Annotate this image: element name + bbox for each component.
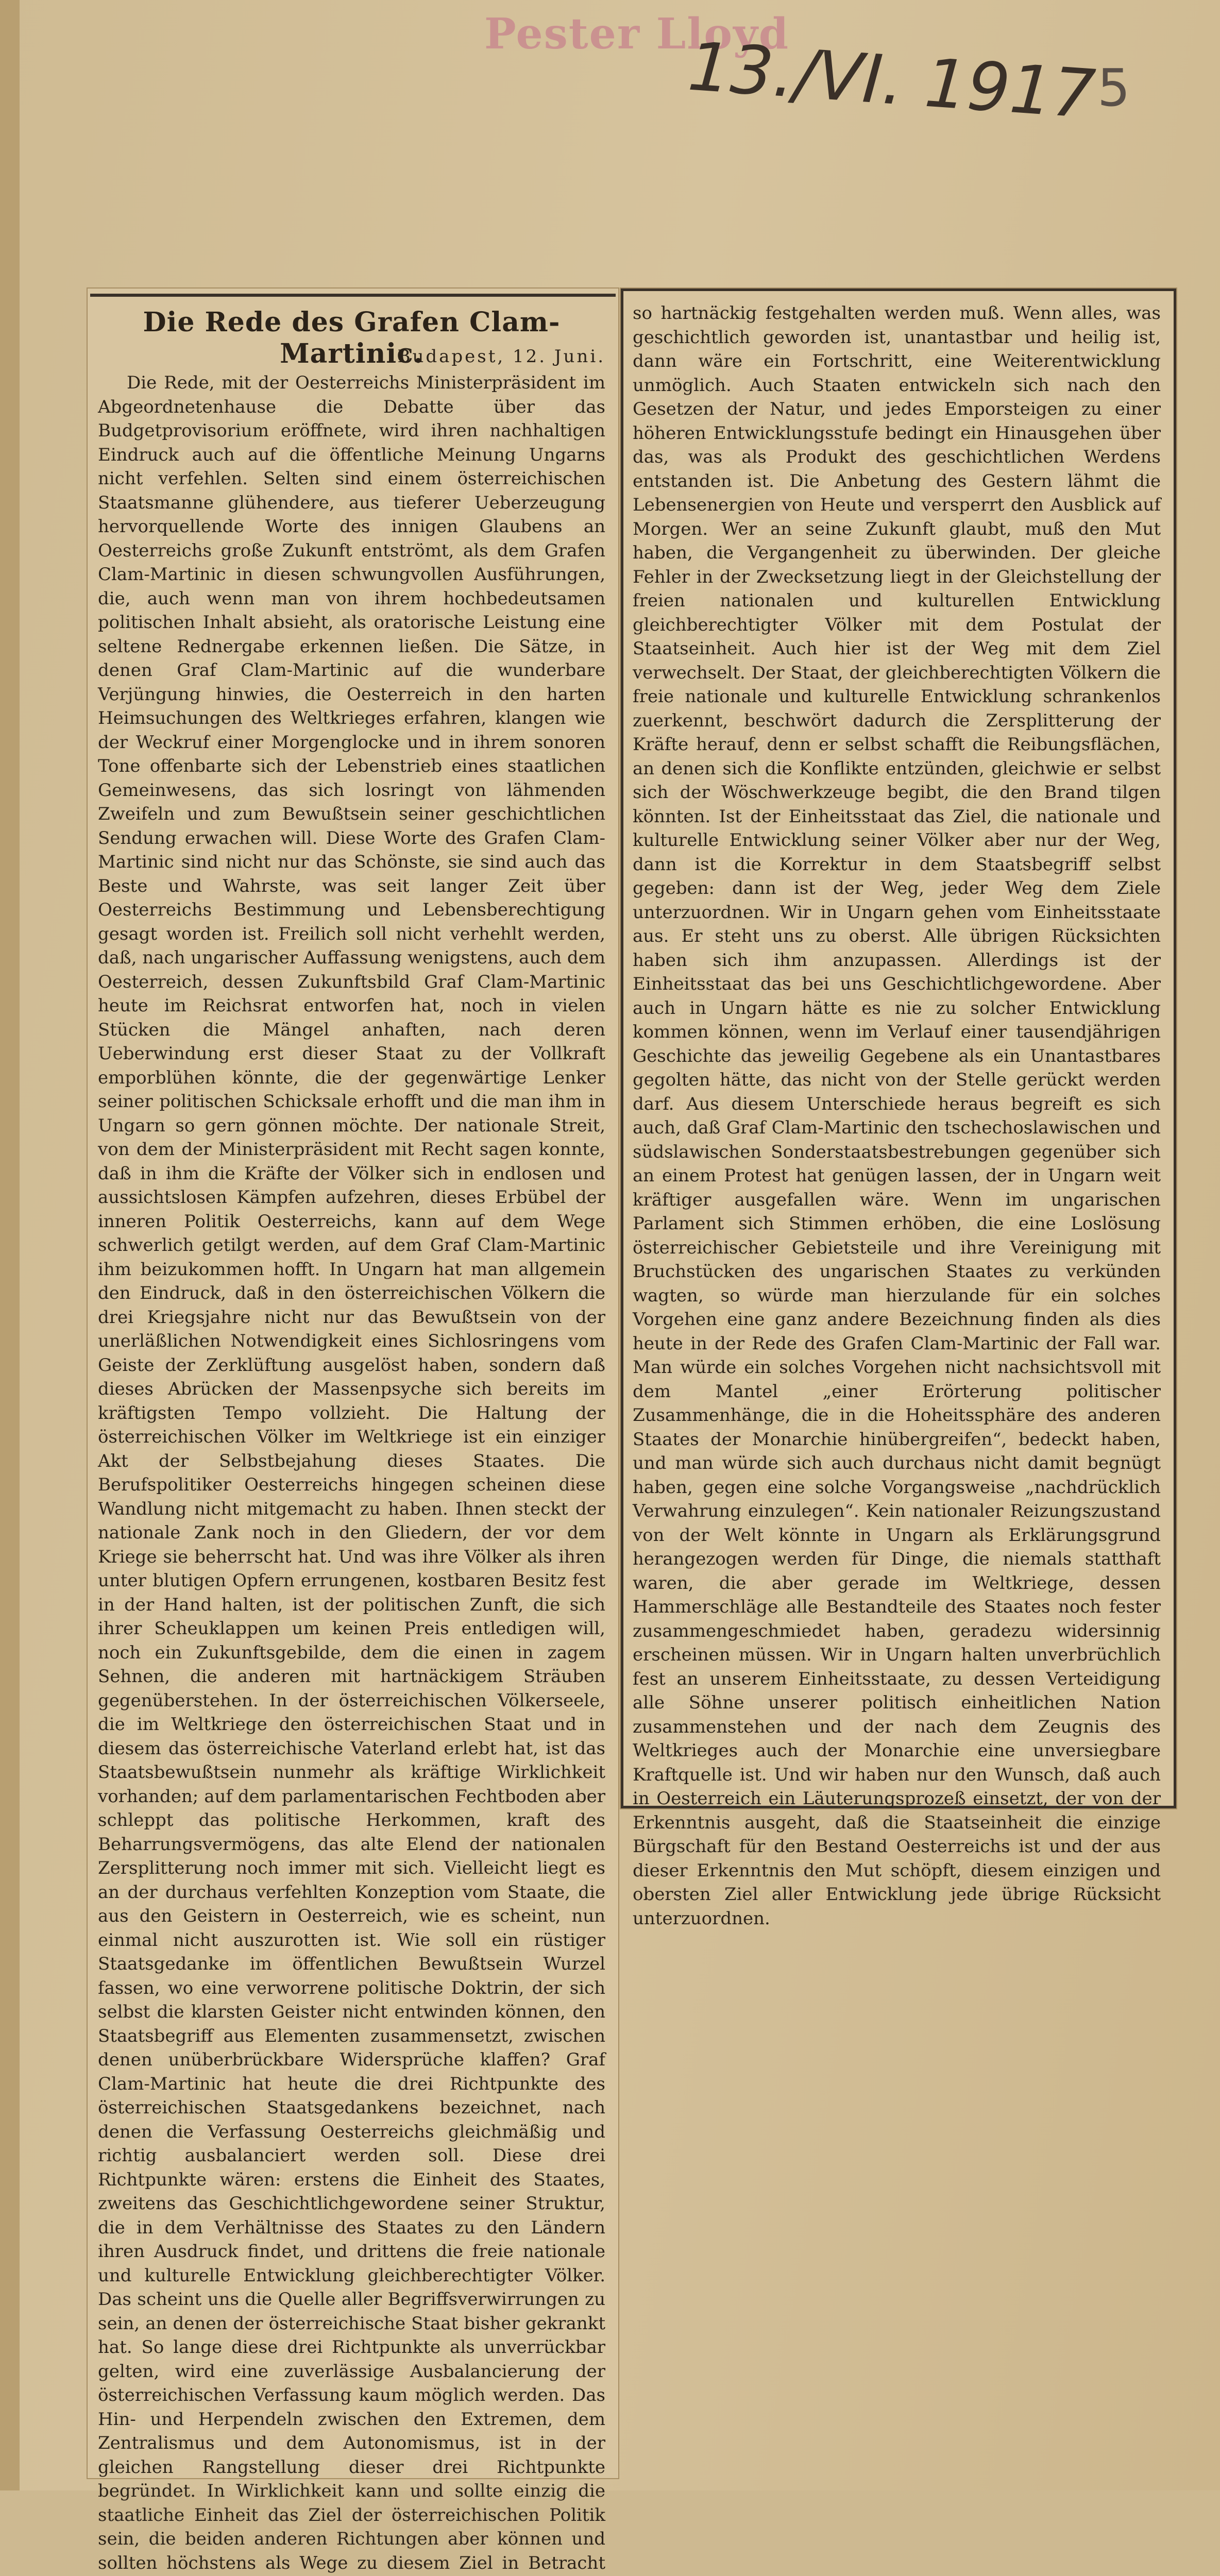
newspaper-stamp: Pester Lloyd — [484, 9, 790, 59]
handwritten-page-number: 5 — [1097, 58, 1130, 118]
binding-edge — [0, 0, 20, 2490]
article-column-right — [633, 301, 1161, 1930]
article-column-left — [98, 371, 605, 2576]
article-dateline: Budapest, 12. Juni. — [397, 346, 605, 367]
handwritten-date: 13./VI. 1917 — [685, 27, 1098, 134]
article-text-left: Die Rede, mit der Oesterreichs Ministerpräsident im Abgeordnetenhause die Debatte über das Budgetprovisorium eröffnete, wird ihren nachhaltigen Eindruck auch auf die öffentliche Meinung Ungarns nicht verfehlen. Selten sind einem österreichischen Staatsmanne glühendere, aus tieferer Ueberzeugung hervorquellende Worte des innigen Glaubens an Oesterreichs große Zukunft entströmt, als dem Grafen Clam-Martinic in diesen schwungvollen Ausführungen, die, auch wenn man von ihrem hochbedeutsamen politischen Inhalt absieht, als oratorische Leistung eine seltene Rednergabe erkennen ließen. Die Sätze, in denen Graf Clam-Martinic auf die wunderbare Verjüngung hinwies, die Oesterreich in den harten Heimsuchungen des Weltkrieges erfahren, klangen wie der Weckruf einer Morgenglocke und in ihrem sonoren Tone offenbarte sich der Lebenstrieb eines staatlichen Gemeinwesens, das sich losringt von lähmenden Zweifeln und zum Bewußtsein seiner geschichtlichen Sendung erwachen will. Diese Worte des Grafen Clam-Martinic sind nicht nur das Schönste, sie sind auch das Beste und Wahrste, was seit langer Zeit über Oesterreichs Bestimmung und Lebensberechtigung gesagt worden ist. Freilich soll nicht verhehlt werden, daß, nach ungarischer Auffassung wenigstens, auch dem Oesterreich, dessen Zukunftsbild Graf Clam-Martinic heute im Reichsrat entworfen hat, noch in vielen Stücken die Mängel anhaften, nach deren Ueberwindung erst dieser Staat zu der Vollkraft emporblühen könnte, die der gegenwärtige Lenker seiner politischen Schicksale erhofft und die man ihm in Ungarn so gern gönnen möchte. Der nationale Streit, von dem der Ministerpräsident mit Recht sagen konnte, daß in ihm die Kräfte der Völker sich in endlosen und aussichtslosen Kämpfen aufzehren, dieses Erbübel der inneren Politik Oesterreichs, kann auf dem Wege schwerlich getilgt werden, auf dem Graf Clam-Martinic ihm beizukommen hofft. In Ungarn hat man allgemein den Eindruck, daß in den österreichischen Völkern die drei Kriegsjahre nicht nur das Bewußtsein von der unerläßlichen Notwendigkeit eines Sichlosringens vom Geiste der Zerklüftung ausgelöst haben, sondern daß dieses Abrücken der Massenpsyche sich bereits im kräftigsten Tempo vollzieht. Die Haltung der österreichischen Völker im Weltkriege ist ein einziger Akt der Selbstbejahung dieses Staates. Die Berufspolitiker Oesterreichs hingegen scheinen diese Wandlung nicht mitgemacht zu haben. Ihnen steckt der nationale Zank noch in den Gliedern, der vor dem Kriege sie beherrscht hat. Und was ihre Völker als ihren unter blutigen Opfern errungenen, kostbaren Besitz fest in der Hand halten, ist der politischen Zunft, die sich ihrer Scheuklappen um keinen Preis entledigen will, noch ein Zukunftsgebilde, dem die einen in zagem Sehnen, die anderen mit hartnäckigem Sträuben gegenüberstehen. In der österreichischen Völkerseele, die im Weltkriege den österreichischen Staat und in diesem das österreichische Vaterland erlebt hat, ist das Staatsbewußtsein nunmehr als kräftige Wirklichkeit vorhanden; auf dem parlamentarischen Fechtboden aber schleppt das politische Herkommen, kraft des Beharrungsvermögens, das alte Elend der nationalen Zersplitterung noch immer mit sich. Vielleicht liegt es an der durchaus verfehlten Konzeption vom Staate, die aus den Geistern in Oesterreich, wie es scheint, nun einmal nicht auszurotten ist. Wie soll ein rüstiger Staatsgedanke im öffentlichen Bewußtsein Wurzel fassen, wo eine verworrene politische Doktrin, der sich selbst die klarsten Geister nicht entwinden können, den Staatsbegriff aus Elementen zusammensetzt, zwischen denen unüberbrückbare Widersprüche klaffen? Graf Clam-Martinic hat heute die drei Richtpunkte des österreichischen Staatsgedankens bezeichnet, nach denen die Verfassung Oesterreichs gleichmäßig und richtig ausbalanciert werden soll. Diese drei Richtpunkte wären: erstens die Einheit des Staates, zweitens das Geschichtlichgewordene seiner Struktur, die in dem Verhältnisse des Staates zu den Ländern ihren Ausdruck findet, und drittens die freie nationale und kulturelle Entwicklung gleichberechtigter Völker. Das scheint uns die Quelle aller Begriffsverwirrungen zu sein, an denen der österreichische Staat bisher gekrankt hat. So lange diese drei Richtpunkte als unverrückbar gelten, wird eine zuverlässige Ausbalancierung der österreichischen Verfassung kaum möglich werden. Das Hin- und Herpendeln zwischen den Extremen, dem Zentralismus und dem Autonomismus, ist in der gleichen Rangstellung dieser drei Richtpunkte begründet. In Wirklichkeit kann und sollte einzig die staatliche Einheit das Ziel der österreichischen Politik sein, die beiden anderen Richtungen aber können und sollten höchstens als Wege zu diesem Ziel in Betracht — [98, 372, 605, 2573]
article-title: Die Rede des Grafen Clam-Martinic. — [143, 307, 561, 369]
header-rule — [90, 294, 616, 297]
article-text-right: so hartnäckig festgehalten werden muß. Wenn alles, was geschichtlich geworden ist, unantastbar und heilig ist, dann wäre ein Fortschritt, eine Weiterentwicklung unmöglich. Auch Staaten entwickeln sich nach den Gesetzen der Natur, und jedes Emporsteigen zu einer höheren Entwicklungsstufe bedingt ein Hinausgehen über das, was als Produkt des geschichtlichen Werdens entstanden ist. Die Anbetung des Gestern lähmt die Lebensenergien von Heute und versperrt den Ausblick auf Morgen. Wer an seine Zukunft glaubt, muß den Mut haben, die Vergangenheit zu überwinden. Der gleiche Fehler in der Zwecksetzung liegt in der Gleichstellung der freien nationalen und kulturellen Entwicklung gleichberechtigter Völker mit dem Postulat der Staatseinheit. Auch hier ist der Weg mit dem Ziel verwechselt. Der Staat, der gleichberechtigten Völkern die freie nationale und kulturelle Entwicklung schrankenlos zuerkennt, beschwört dadurch die Zersplitterung der Kräfte herauf, denn er selbst schafft die Reibungsflächen, an denen sich die Konflikte entzünden, gleichwie er selbst sich der Wöschwerkzeuge begibt, die den Brand tilgen könnten. Ist der Einheitsstaat das Ziel, die nationale und kulturelle Entwicklung seiner Völker aber nur der Weg, dann ist die Korrektur in dem Staatsbegriff selbst gegeben: dann ist der Weg, jeder Weg dem Ziele unterzuordnen. Wir in Ungarn gehen vom Einheitsstaate aus. Er steht uns zu oberst. Alle übrigen Rücksichten haben sich ihm anzupassen. Allerdings ist der Einheitsstaat das bei uns Geschichtlichgewordene. Aber auch in Ungarn hätte es nie zu solcher Entwicklung kommen können, wenn im Verlauf einer tausendjährigen Geschichte das jeweilig Gegebene als ein Unantastbares gegolten hätte, das nicht von der Stelle gerückt werden darf. Aus diesem Unterschiede heraus begreift es sich auch, daß Graf Clam-Martinic den tschechoslawischen und südslawischen Sonderstaatsbestrebungen gegenüber sich an einem Protest hat genügen lassen, der in Ungarn weit kräftiger ausgefallen wäre. Wenn im ungarischen Parlament sich Stimmen erhöben, die eine Loslösung österreichischer Gebietsteile und ihre Vereinigung mit Bruchstücken des ungarischen Staates zu verkünden wagten, so würde man hierzulande für ein solches Vorgehen eine ganz andere Bezeichnung finden als dies heute in der Rede des Grafen Clam-Martinic der Fall war. Man würde ein solches Vorgehen nicht nachsichtsvoll mit dem Mantel „einer Erörterung politischer Zusammenhänge, die in die Hoheitssphäre des anderen Staates der Monarchie hinübergreifen“, bedeckt haben, und man würde sich auch durchaus nicht damit begnügt haben, gegen eine solche Vorgangsweise „nachdrücklich Verwahrung einzulegen“. Kein nationaler Reizungszustand von der Welt könnte in Ungarn als Erklärungsgrund herangezogen werden für Dinge, die niemals statthaft waren, die aber gerade im Weltkriege, dessen Hammerschläge alle Bestandteile des Staates noch fester zusammengeschmiedet haben, geradezu widersinnig erscheinen müssen. Wir in Ungarn halten unverbrüchlich fest an unserem Einheitsstaate, zu dessen Verteidigung alle Söhne unserer politisch einheitlichen Nation zusammenstehen und der nach dem Zeugnis des Weltkrieges auch der Monarchie eine unversiegbare Kraftquelle ist. Und wir haben nur den Wunsch, daß auch in Oesterreich ein Läuterungsprozeß einsetzt, der von der Erkenntnis ausgeht, daß die Staatseinheit die einzige Bürgschaft für den Bestand Oesterreichs ist und der aus dieser Erkenntnis den Mut schöpft, diesem einzigen und obersten Ziel aller Entwicklung jede übrige Rücksicht unterzuordnen. — [633, 303, 1161, 1929]
